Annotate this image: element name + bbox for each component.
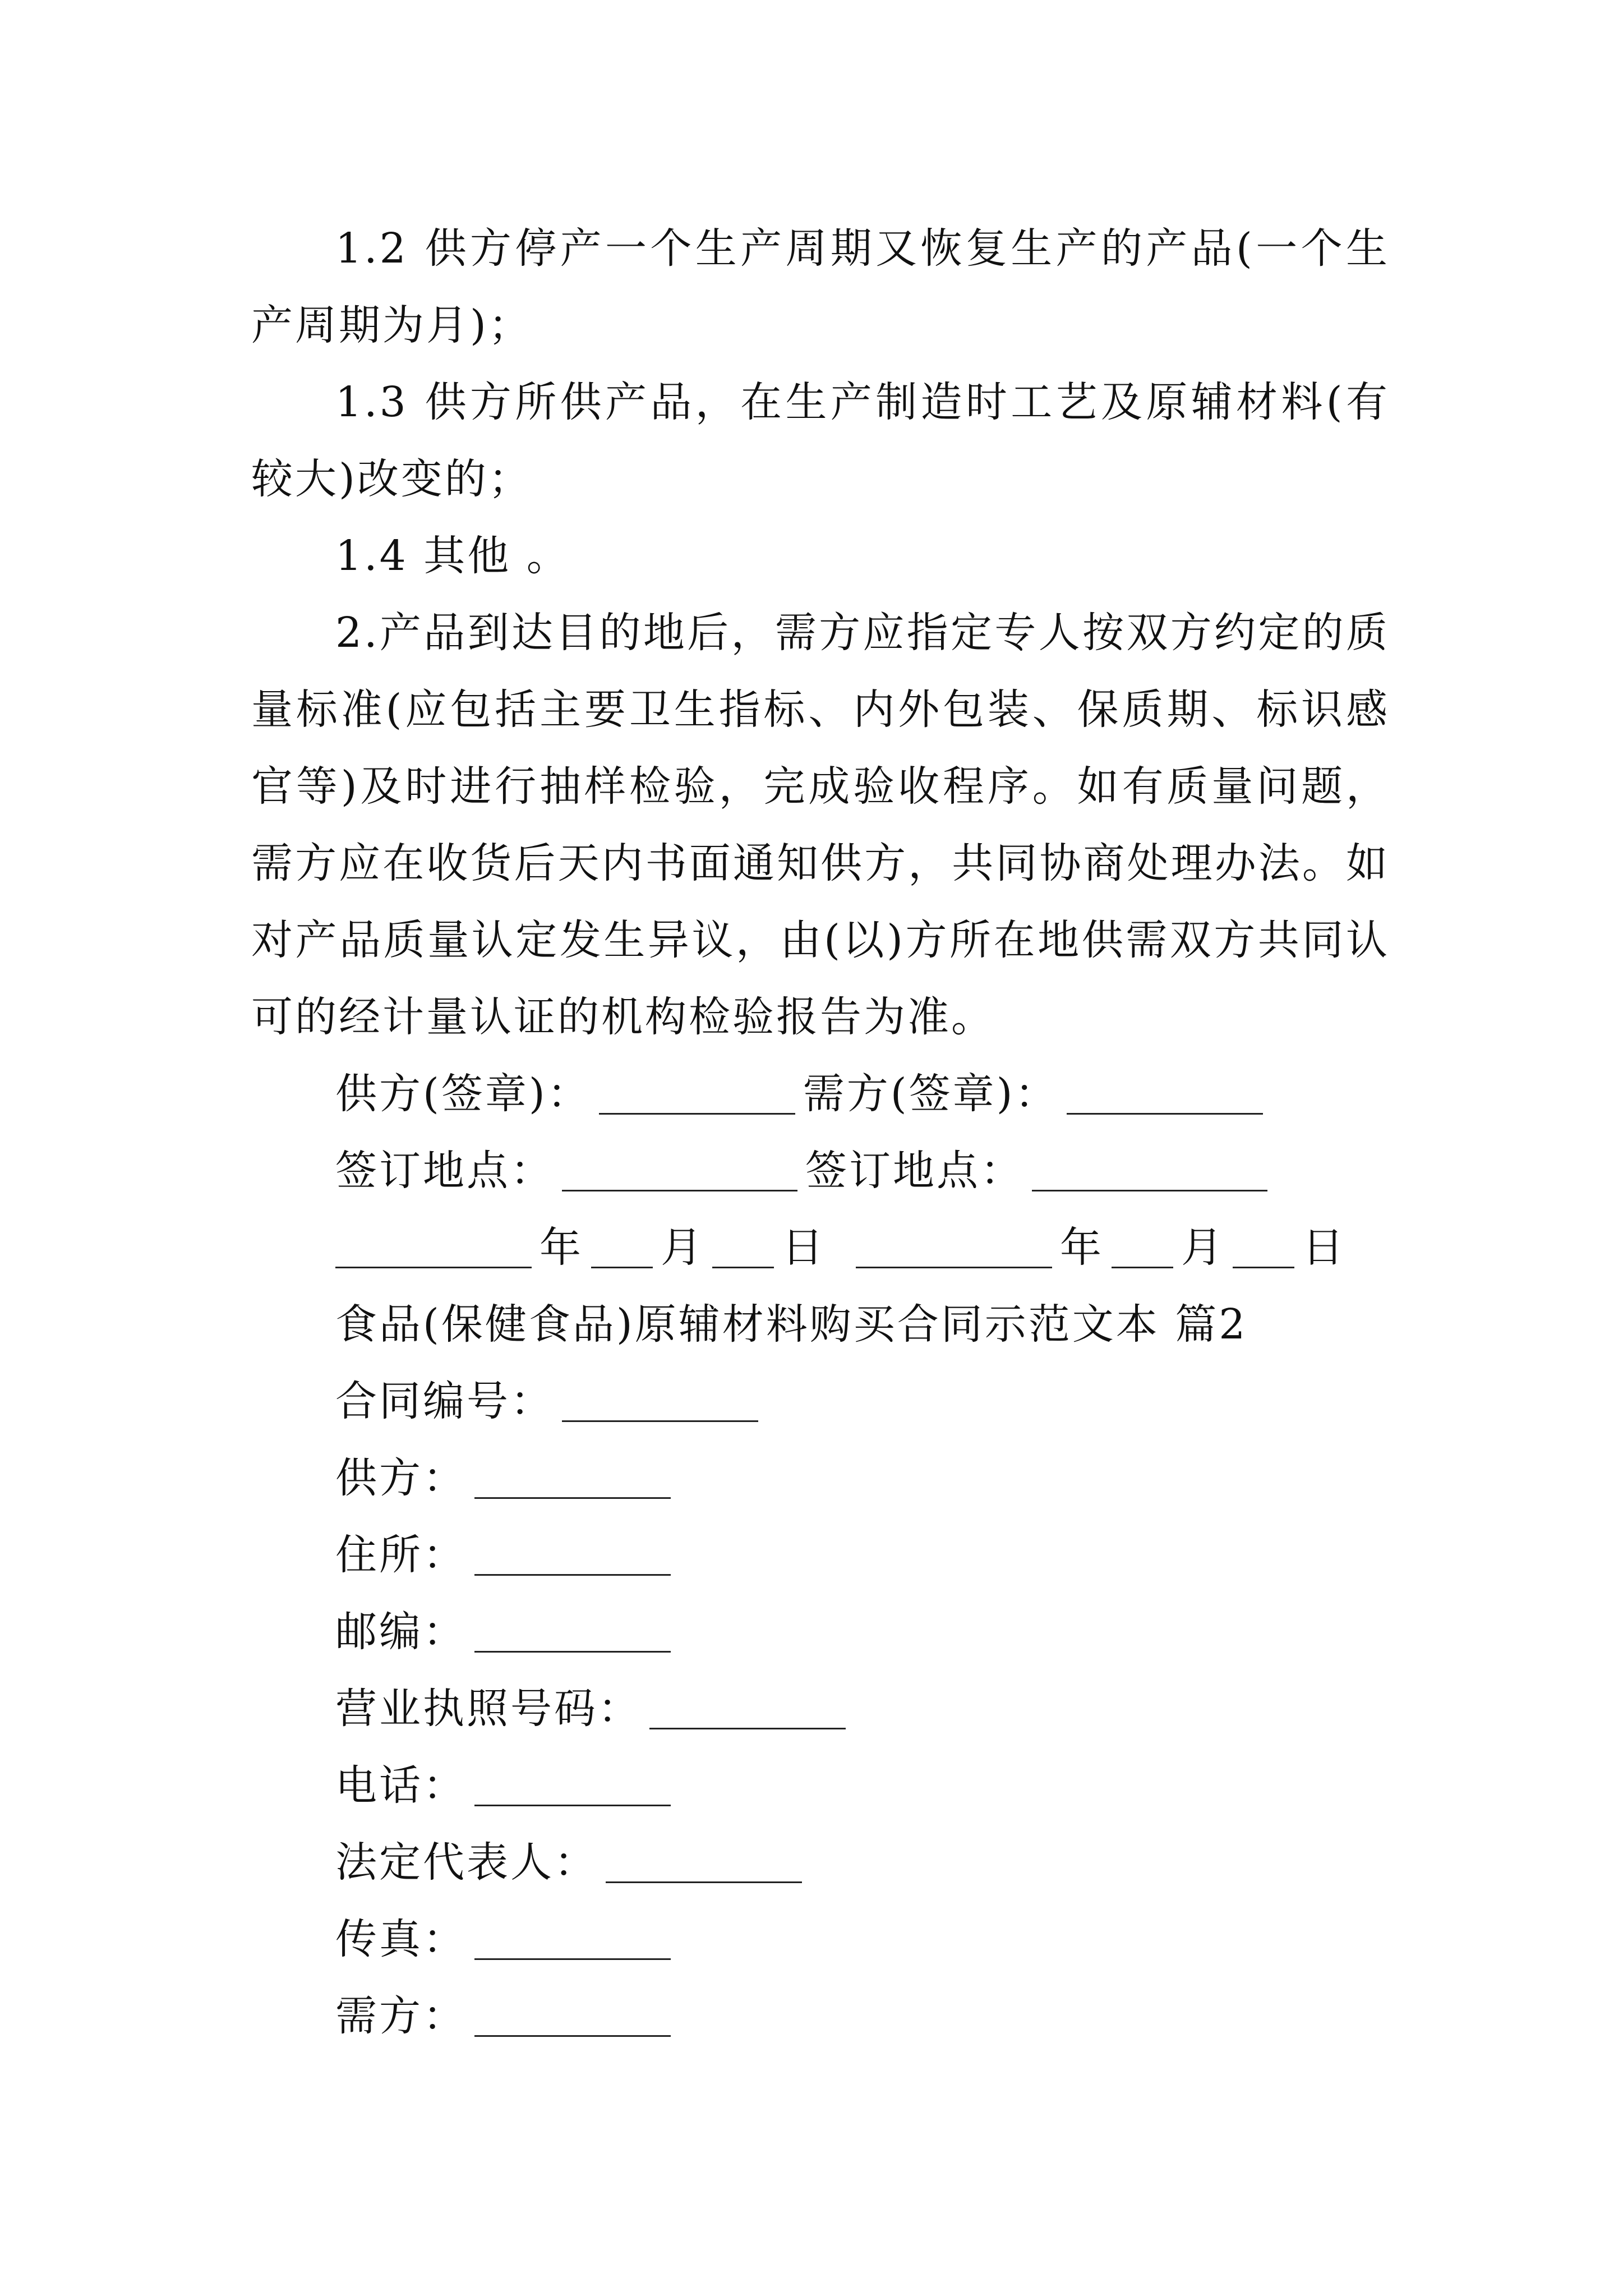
buyer-year-blank[interactable] bbox=[856, 1222, 1052, 1268]
supplier-place-blank[interactable] bbox=[562, 1145, 797, 1191]
buyer-year-label: 年 bbox=[1060, 1223, 1104, 1272]
buyer-month-label: 月 bbox=[1181, 1223, 1225, 1272]
address-blank[interactable] bbox=[474, 1529, 671, 1576]
field-buyer bbox=[251, 1978, 1390, 2055]
buyer-day-blank[interactable] bbox=[1233, 1222, 1294, 1268]
supplier-label: 供方： bbox=[335, 1454, 467, 1502]
field-contract-no bbox=[251, 1363, 1390, 1440]
field-fax bbox=[251, 1901, 1390, 1978]
supplier-place-label: 签订地点： bbox=[335, 1147, 554, 1195]
date-row bbox=[251, 1209, 1390, 1286]
fax-label: 传真： bbox=[335, 1915, 467, 1963]
section-title: 食品(保健食品)原辅材料购买合同示范文本 篇2 bbox=[335, 1300, 1248, 1349]
supplier-day-blank[interactable] bbox=[712, 1222, 774, 1268]
supplier-year-label: 年 bbox=[540, 1223, 583, 1272]
buyer-label: 需方： bbox=[335, 1992, 467, 2040]
license-no-label: 营业执照号码： bbox=[335, 1685, 642, 1733]
buyer-place-label: 签订地点： bbox=[805, 1147, 1024, 1195]
phone-blank[interactable] bbox=[474, 1760, 671, 1806]
supplier-year-blank[interactable] bbox=[335, 1222, 532, 1268]
field-license-no bbox=[251, 1671, 1390, 1747]
supplier-seal-label: 供方(签章)： bbox=[335, 1070, 591, 1118]
postcode-label: 邮编： bbox=[335, 1608, 467, 1656]
fax-blank[interactable] bbox=[474, 1913, 671, 1960]
license-no-blank[interactable] bbox=[649, 1683, 846, 1729]
buyer-place-blank[interactable] bbox=[1032, 1145, 1267, 1191]
address-label: 住所： bbox=[335, 1531, 467, 1579]
supplier-month-blank[interactable] bbox=[591, 1222, 653, 1268]
legal-rep-blank[interactable] bbox=[606, 1837, 802, 1883]
buyer-seal-blank[interactable] bbox=[1067, 1068, 1263, 1115]
clause-2: 2.产品到达目的地后，需方应指定专人按双方约定的质量标准(应包括主要卫生指标、内外包装、保质期、标识感官等)及时进行抽样检验，完成验收程序。如有质量问题，需方应在收货后天内书面通知供方，共同协商处理办法。如对产品质量认定发生异议，由(以)方所在地供需双方共同认可的经计量认证的机构检验报告为准。 bbox=[251, 609, 1390, 1041]
clause-1-3: 1.3 供方所供产品，在生产制造时工艺及原辅材料(有较大)改变的； bbox=[251, 378, 1390, 503]
field-phone bbox=[251, 1747, 1390, 1824]
field-supplier bbox=[251, 1440, 1390, 1517]
field-legal-rep bbox=[251, 1824, 1390, 1901]
seal-row bbox=[251, 1056, 1390, 1133]
postcode-blank[interactable] bbox=[474, 1606, 671, 1653]
buyer-month-blank[interactable] bbox=[1112, 1222, 1173, 1268]
contract-no-blank[interactable] bbox=[562, 1375, 758, 1422]
field-address bbox=[251, 1517, 1390, 1594]
supplier-blank[interactable] bbox=[474, 1452, 671, 1499]
field-postcode bbox=[251, 1594, 1390, 1671]
buyer-day-label: 日 bbox=[1302, 1223, 1346, 1272]
supplier-seal-blank[interactable] bbox=[599, 1068, 795, 1115]
buyer-blank[interactable] bbox=[474, 1990, 671, 2037]
contract-no-label: 合同编号： bbox=[335, 1377, 554, 1425]
phone-label: 电话： bbox=[335, 1761, 467, 1810]
buyer-seal-label: 需方(签章)： bbox=[803, 1070, 1059, 1118]
clause-1-4: 1.4 其他 。 bbox=[335, 532, 570, 580]
clause-1-2: 1.2 供方停产一个生产周期又恢复生产的产品(一个生产周期为月)； bbox=[251, 224, 1390, 349]
legal-rep-label: 法定代表人： bbox=[335, 1838, 598, 1887]
supplier-month-label: 月 bbox=[661, 1223, 704, 1272]
supplier-day-label: 日 bbox=[782, 1223, 826, 1272]
place-row bbox=[251, 1133, 1390, 1209]
document-body bbox=[251, 210, 1390, 2055]
